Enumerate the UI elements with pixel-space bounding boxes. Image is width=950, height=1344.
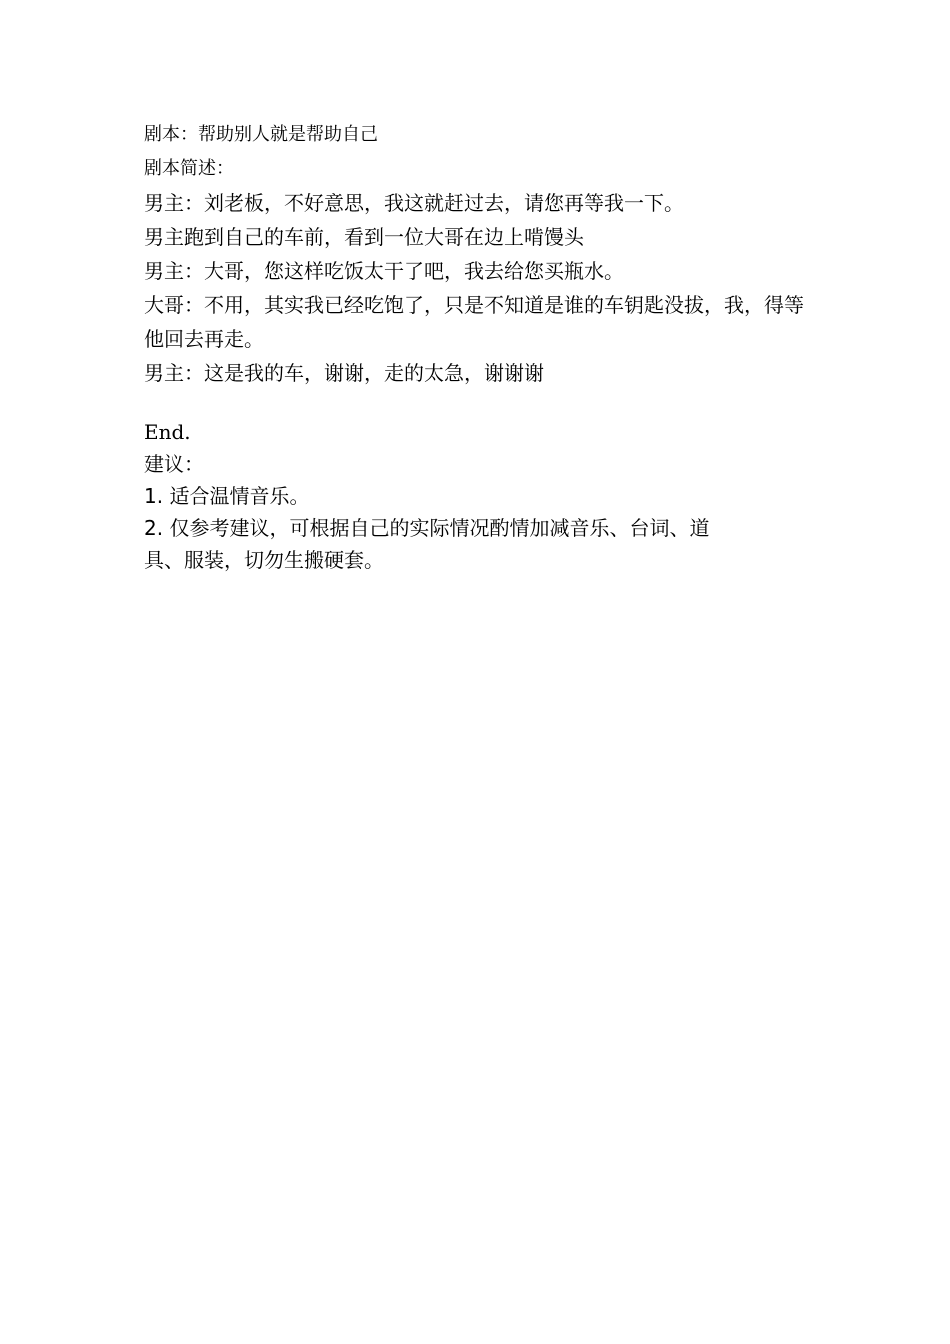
advice-item: 1. 适合温情音乐。: [144, 484, 310, 508]
dialogue-line: 男主：大哥，您这样吃饭太干了吧，我去给您买瓶水。: [144, 259, 624, 283]
dialogue-line: 男主：刘老板，不好意思，我这就赶过去，请您再等我一下。: [144, 191, 684, 215]
summary-label: 剧本简述：: [144, 158, 234, 179]
document-content: [144, 118, 824, 576]
dialogue-line: 大哥：不用，其实我已经吃饱了，只是不知道是谁的车钥匙没拔，我，得等他回去再走。: [144, 293, 804, 351]
dialogue-line: 男主跑到自己的车前，看到一位大哥在边上啃馒头: [144, 225, 584, 249]
end-marker: End.: [144, 420, 191, 444]
spacer: [144, 390, 824, 416]
advice-label: 建议：: [144, 452, 204, 476]
script-title: 剧本：帮助别人就是帮助自己: [144, 124, 378, 145]
advice-item: 2. 仅参考建议，可根据自己的实际情况酌情加减音乐、台词、道具、服装，切勿生搬硬套。: [144, 516, 710, 572]
dialogue-line: 男主：这是我的车，谢谢，走的太急，谢谢谢: [144, 361, 544, 385]
